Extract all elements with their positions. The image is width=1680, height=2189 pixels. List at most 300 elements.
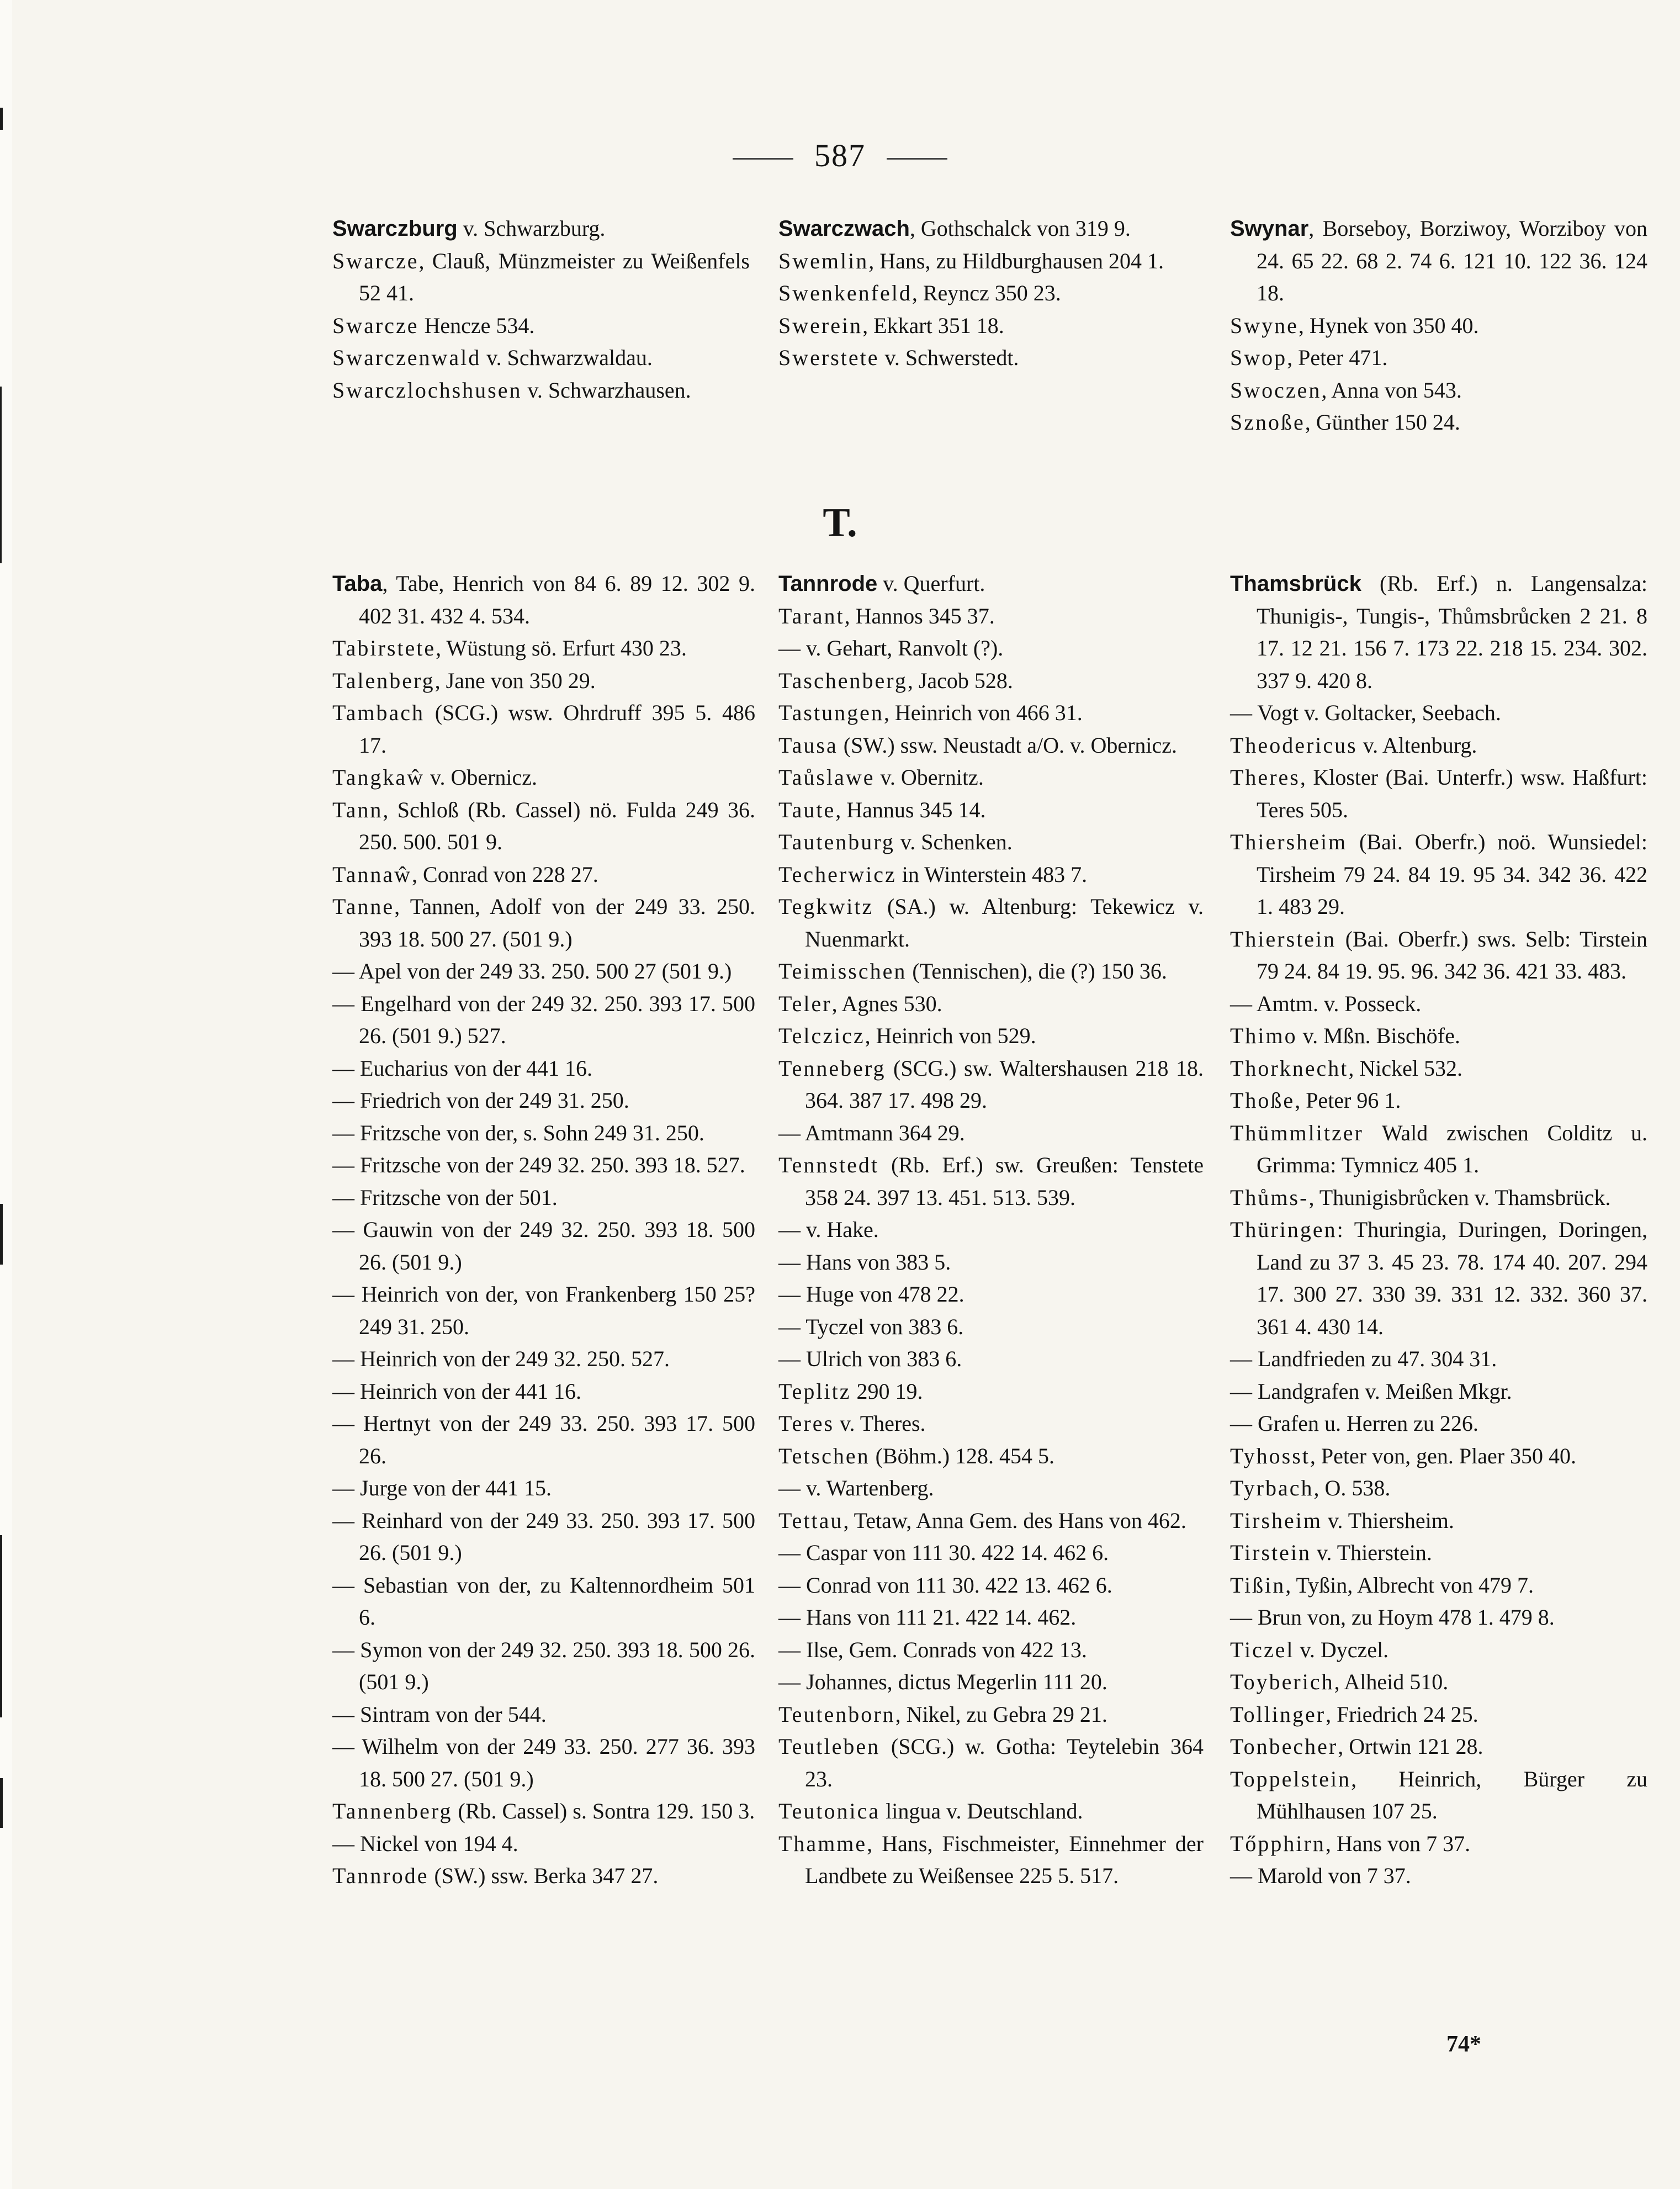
index-entry [1230, 1182, 1647, 1214]
entry-headword: Theodericus [1230, 732, 1358, 758]
entry-headword: Swarcze [332, 248, 419, 273]
entry-text: (Bai. Oberfr.) sws. Selb: Tirstein 79 24. 84 19. 95. 96. 342 36. 421 33. 483. [1257, 926, 1647, 984]
entry-text: — Heinrich von der, von Frankenberg 150 25? 249 31. 250. [332, 1282, 755, 1339]
entry-text: — Gauwin von der 249 32. 250. 393 18. 500 26. (501 9.) [332, 1217, 755, 1275]
entry-text: Wald zwischen Colditz u. Grimma: Tymnicz 405 1. [1257, 1120, 1647, 1177]
entry-text: (SCG.) sw. Waltershausen 218 18. 364. 387 17. 498 29. [805, 1055, 1204, 1113]
index-entry [778, 1505, 1204, 1537]
index-entry [1230, 988, 1647, 1021]
entry-headword: Thimo [1230, 1023, 1297, 1048]
entry-headword: Tanne [332, 894, 395, 919]
index-entry [778, 1376, 1204, 1408]
entry-headword: Tannenberg [332, 1799, 453, 1823]
entry-headword: Thorknecht [1230, 1055, 1349, 1081]
index-entry [1230, 1601, 1647, 1634]
entry-text: : Thuringia, Duringen, Doringen, Land zu 37 3. 45 23. 78. 174 40. 207. 294 17. 300 27. 330 39. 331 12. 332. 360 37. 361 4. 430 14. [1257, 1217, 1647, 1339]
entry-headword: Thüringen [1230, 1217, 1337, 1242]
main-column-2 [778, 568, 1204, 1892]
entry-headword: Ticzel [1230, 1637, 1295, 1662]
entry-headword: Thamme [778, 1831, 867, 1856]
entry-text: — Tyczel von 383 6. [778, 1314, 964, 1339]
index-entry [332, 1569, 755, 1634]
entry-headword: Swenkenfeld [778, 281, 912, 305]
entry-headword: Swynar [1230, 216, 1309, 241]
index-entry [778, 1117, 1204, 1150]
entry-text: , Heinrich von 466 31. [883, 700, 1083, 725]
index-entry [778, 1731, 1204, 1795]
entry-text: lingua v. Deutschland. [880, 1799, 1083, 1823]
entry-text: v. Schenken. [894, 829, 1013, 854]
entry-headword: Tarant [778, 603, 845, 628]
entry-text: v. Theres. [834, 1411, 926, 1436]
entry-headword: Swoczen [1230, 377, 1322, 403]
index-entry [778, 1408, 1204, 1440]
entry-headword: Taba [332, 572, 383, 596]
entry-text: , Heinrich von 529. [865, 1023, 1036, 1048]
entry-text: v. Altenburg. [1357, 732, 1477, 758]
entry-headword: Taschenberg [778, 668, 908, 693]
entry-headword: Tausa [778, 732, 838, 758]
entry-headword: Toyberich [1230, 1669, 1334, 1694]
entry-text: (SCG.) wsw. Ohrdruff 395 5. 486 17. [359, 700, 755, 758]
entry-headword: Tyhosst [1230, 1443, 1310, 1468]
index-entry [332, 859, 755, 891]
entry-text: , Hannos 345 37. [844, 603, 995, 628]
entry-text: (Rb. Cassel) s. Sontra 129. 150 3. [452, 1799, 755, 1823]
index-entry [1230, 1666, 1647, 1699]
entry-text: , Agnes 530. [831, 991, 942, 1016]
entry-headword: Swyne [1230, 313, 1299, 338]
entry-headword: Theres [1230, 765, 1300, 790]
entry-text: , Nickel 532. [1348, 1055, 1462, 1081]
entry-headword: Tautenburg [778, 829, 895, 854]
index-entry [778, 826, 1204, 859]
entry-text: , Friedrich 24 25. [1326, 1701, 1478, 1727]
entry-text: in Winterstein 483 7. [896, 861, 1088, 887]
entry-text: v. Obernitz. [875, 765, 984, 790]
index-entry [1230, 1085, 1647, 1117]
entry-text: — Nickel von 194 4. [332, 1831, 518, 1856]
entry-headword: Teutonica [778, 1799, 881, 1823]
entry-text: , Reyncz 350 23. [911, 281, 1061, 305]
entry-text: v. Obernicz. [425, 765, 538, 790]
entry-text: v. Schwerstedt. [879, 345, 1019, 370]
index-entry [778, 213, 1196, 245]
entry-text: , Thunigisbrůcken v. Thamsbrück. [1308, 1185, 1611, 1210]
index-entry [778, 1569, 1204, 1602]
entry-text: , Anna von 543. [1321, 377, 1462, 403]
entry-headword: Tirstein [1230, 1540, 1312, 1565]
index-entry [332, 1731, 755, 1795]
entry-headword: Teler [778, 991, 832, 1016]
index-entry [1230, 1408, 1647, 1440]
index-entry [778, 1601, 1204, 1634]
index-entry [778, 600, 1204, 633]
index-entry [332, 568, 755, 632]
index-entry [778, 1666, 1204, 1699]
entry-headword: Taute [778, 797, 836, 822]
index-entry [778, 1537, 1204, 1569]
entry-headword: Techerwicz [778, 861, 897, 887]
index-entry [1230, 1214, 1647, 1343]
index-entry [1230, 923, 1647, 988]
entry-text: v. Schwarzburg. [457, 216, 606, 241]
entry-headword: Tennstedt [778, 1152, 879, 1177]
index-entry [778, 245, 1196, 278]
entry-headword: Sznoße [1230, 410, 1305, 435]
index-entry [778, 310, 1196, 342]
entry-text: — v. Gehart, Ranvolt (?). [778, 636, 1004, 660]
index-entry [332, 1278, 755, 1343]
entry-headword: Teutenborn [778, 1701, 895, 1727]
entry-headword: Tannaŵ [332, 861, 412, 887]
index-entry [332, 1699, 755, 1731]
index-entry [1230, 697, 1647, 729]
entry-text: — Hertnyt von der 249 33. 250. 393 17. 500 26. [332, 1411, 755, 1468]
entry-text: — Ulrich von 383 6. [778, 1346, 962, 1371]
index-entry [332, 632, 755, 665]
entry-text: , Peter 471. [1287, 345, 1388, 370]
page-number: 587 [814, 138, 866, 173]
entry-headword: Tannrode [778, 572, 878, 596]
index-entry [778, 891, 1204, 955]
index-entry [332, 1472, 755, 1505]
index-entry [1230, 1828, 1647, 1860]
index-entry [1230, 1731, 1647, 1763]
entry-headword: Tollinger [1230, 1701, 1326, 1727]
entry-text: , Hynek von 350 40. [1298, 313, 1479, 338]
entry-headword: Tyrbach [1230, 1476, 1314, 1500]
index-entry [332, 1860, 755, 1892]
index-entry [1230, 1440, 1647, 1473]
index-entry [332, 1408, 755, 1472]
entry-text: — Fritzsche von der 249 32. 250. 393 18. 527. [332, 1152, 745, 1177]
index-entry [332, 1182, 755, 1214]
entry-text: , Hans, zu Hildburghausen 204 1. [868, 248, 1164, 273]
index-entry [1230, 1020, 1647, 1053]
index-entry [332, 1828, 755, 1860]
entry-text: , Gothschalck von 319 9. [909, 216, 1131, 241]
entry-text: , Kloster (Bai. Unterfr.) wsw. Haßfurt: Teres 505. [1257, 765, 1647, 822]
entry-headword: Tabirstete [332, 636, 436, 660]
index-entry [1230, 1860, 1647, 1892]
entry-text: (Rb. Erf.) sw. Greußen: Tenstete 358 24. 397 13. 451. 513. 539. [805, 1152, 1204, 1210]
index-entry [332, 1634, 755, 1699]
index-entry [1230, 1505, 1647, 1537]
entry-headword: Thierstein [1230, 926, 1337, 951]
entry-text: (SW.) ssw. Berka 347 27. [428, 1863, 659, 1888]
entry-headword: Teplitz [778, 1378, 851, 1404]
entry-text: , Tabe, Henrich von 84 6. 89 12. 302 9. 402 31. 432 4. 534. [359, 571, 755, 628]
index-entry [332, 1505, 755, 1569]
entry-text: — Huge von 478 22. [778, 1282, 964, 1307]
entry-text: — Heinrich von der 441 16. [332, 1378, 582, 1404]
index-entry [332, 245, 750, 310]
index-entry [778, 1699, 1204, 1731]
entry-text: (SW.) ssw. Neustadt a/O. v. Obernicz. [838, 732, 1178, 758]
entry-text: — Amtm. v. Posseck. [1230, 991, 1422, 1016]
index-entry [778, 762, 1204, 794]
entry-headword: Toppelstein [1230, 1766, 1352, 1791]
entry-text: — Vogt v. Goltacker, Seebach. [1230, 700, 1501, 725]
entry-text: — Apel von der 249 33. 250. 500 27 (501 9.) [332, 959, 732, 984]
index-entry [1230, 406, 1647, 439]
entry-text: v. Thiersheim. [1322, 1508, 1454, 1533]
entry-text: — Friedrich von der 249 31. 250. [332, 1088, 629, 1113]
index-entry [332, 1795, 755, 1828]
entry-text: (Rb. Erf.) n. Langensalza: Thunigis-, Tungis-, Thůmsbrůcken 2 21. 8 17. 12 21. 156 7. 173 22. 218 15. 234. 302. 337 9. 420 8. [1257, 571, 1647, 693]
entry-text: , Alheid 510. [1334, 1669, 1449, 1694]
entry-text: — Fritzsche von der 501. [332, 1185, 558, 1210]
entry-text: , Conrad von 228 27. [412, 861, 598, 887]
index-entry [1230, 1472, 1647, 1505]
index-entry [1230, 213, 1647, 310]
entry-text: , Schloß (Rb. Cassel) nö. Fulda 249 36. 250. 500. 501 9. [359, 797, 755, 854]
entry-headword: Swemlin [778, 248, 869, 273]
entry-headword: Teutleben [778, 1734, 881, 1759]
index-entry [1230, 310, 1647, 342]
entry-headword: Swarcze [332, 313, 419, 338]
index-entry [1230, 729, 1647, 762]
entry-text: — Marold von 7 37. [1230, 1863, 1411, 1888]
entry-text: Hencze 534. [418, 313, 535, 338]
main-column-1 [332, 568, 755, 1892]
index-entry [778, 568, 1204, 600]
entry-text: — Amtmann 364 29. [778, 1120, 965, 1145]
index-entry [332, 1149, 755, 1182]
entry-headword: Swerein [778, 313, 863, 338]
entry-text: — Landgrafen v. Meißen Mkgr. [1230, 1378, 1512, 1404]
index-entry [778, 1246, 1204, 1279]
index-entry [778, 1020, 1204, 1053]
entry-text: — Brun von, zu Hoym 478 1. 479 8. [1230, 1605, 1555, 1630]
entry-text: (Bai. Oberfr.) noö. Wunsiedel: Tirsheim 79 24. 84 19. 95 34. 342 36. 422 1. 483 29. [1257, 829, 1647, 919]
entry-text: — Ilse, Gem. Conrads von 422 13. [778, 1637, 1087, 1662]
index-entry [778, 859, 1204, 891]
entry-text: 290 19. [851, 1378, 923, 1404]
entry-text: — v. Wartenberg. [778, 1476, 934, 1500]
entry-headword: Swarczburg [332, 216, 458, 241]
entry-text: , Jacob 528. [907, 668, 1013, 693]
index-entry [778, 1343, 1204, 1376]
index-entry [778, 1440, 1204, 1473]
index-entry [778, 1053, 1204, 1117]
entry-headword: Tőpphirn [1230, 1831, 1326, 1856]
entry-text: — Caspar von 111 30. 422 14. 462 6. [778, 1540, 1109, 1565]
entry-headword: Teimisschen [778, 959, 907, 984]
index-entry [332, 794, 755, 859]
index-entry [332, 1053, 755, 1085]
entry-text: , Hans von 7 37. [1325, 1831, 1471, 1856]
entry-text: , Borseboy, Borziwoy, Worziboy von 24. 65 22. 68 2. 74 6. 121 10. 122 36. 124 18. [1257, 216, 1647, 305]
index-entry [332, 988, 755, 1053]
rule-left [733, 158, 793, 160]
section-letter: T. [823, 500, 857, 546]
signature-mark: 74* [1446, 2032, 1481, 2057]
page-left-edge [0, 0, 12, 2189]
index-entry [1230, 342, 1647, 374]
index-entry [332, 1376, 755, 1408]
entry-text: — Fritzsche von der, s. Sohn 249 31. 250. [332, 1120, 704, 1145]
index-entry [1230, 1537, 1647, 1569]
index-entry [332, 665, 755, 697]
entry-text: — Engelhard von der 249 32. 250. 393 17. 500 26. (501 9.) 527. [332, 991, 755, 1048]
index-entry [778, 729, 1204, 762]
index-entry [1230, 374, 1647, 407]
entry-text: , Heinrich, Bürger zu Mühlhausen 107 25. [1257, 1766, 1647, 1823]
entry-text: v. Schwarzhausen. [522, 377, 691, 403]
index-entry [332, 891, 755, 955]
entry-headword: Tetschen [778, 1443, 870, 1468]
index-entry [1230, 1569, 1647, 1602]
index-entry [332, 762, 755, 794]
entry-headword: Swarczlochshusen [332, 377, 522, 403]
entry-text: — Jurge von der 441 15. [332, 1476, 552, 1500]
entry-text: v. Dyczel. [1294, 1637, 1389, 1662]
index-entry [778, 632, 1204, 665]
index-entry [1230, 762, 1647, 826]
entry-text: — Heinrich von der 249 32. 250. 527. [332, 1346, 670, 1371]
entry-text: , Peter 96 1. [1295, 1088, 1401, 1113]
entry-text: , Hannus 345 14. [835, 797, 986, 822]
index-entry [1230, 1634, 1647, 1667]
index-entry [778, 1149, 1204, 1214]
entry-headword: Tirsheim [1230, 1508, 1323, 1533]
index-entry [332, 1085, 755, 1117]
entry-text: , Ekkart 351 18. [862, 313, 1004, 338]
page-number-line [0, 137, 1680, 174]
index-entry [778, 955, 1204, 988]
entry-headword: Thamsbrück [1230, 572, 1361, 596]
entry-text: (Böhm.) 128. 454 5. [870, 1443, 1055, 1468]
entry-headword: Tangkaŵ [332, 765, 425, 790]
index-entry [778, 794, 1204, 827]
entry-text: , Günther 150 24. [1305, 410, 1460, 435]
entry-headword: Swop [1230, 345, 1287, 370]
index-entry [332, 955, 755, 988]
entry-text: — Sebastian von der, zu Kaltennordheim 501 6. [332, 1572, 755, 1630]
index-entry [778, 1634, 1204, 1667]
entry-headword: Telczicz [778, 1023, 865, 1048]
entry-text: v. Mßn. Bischöfe. [1297, 1023, 1460, 1048]
entry-text: , Wüstung sö. Erfurt 430 23. [436, 636, 687, 660]
entry-headword: Swarczwach [778, 216, 910, 241]
index-entry [332, 310, 750, 342]
index-entry [332, 1214, 755, 1278]
index-entry [1230, 1699, 1647, 1731]
entry-headword: Tann [332, 797, 383, 822]
entry-text: , O. 538. [1313, 1476, 1391, 1500]
entry-text: (SA.) w. Altenburg: Tekewicz v. Nuenmarkt. [805, 894, 1204, 951]
entry-text: — Johannes, dictus Megerlin 111 20. [778, 1669, 1107, 1694]
entry-text: , Nikel, zu Gebra 29 21. [895, 1701, 1107, 1727]
index-entry [332, 213, 750, 245]
index-entry [1230, 826, 1647, 923]
entry-headword: Tettau [778, 1508, 844, 1533]
index-entry [778, 1311, 1204, 1344]
index-entry [778, 1828, 1204, 1892]
index-entry [778, 277, 1196, 310]
entry-headword: Tißin [1230, 1572, 1286, 1598]
entry-text: — Reinhard von der 249 33. 250. 393 17. 500 26. (501 9.) [332, 1508, 755, 1565]
entry-headword: Thůms- [1230, 1185, 1309, 1210]
index-entry [332, 697, 755, 762]
entry-headword: Tambach [332, 700, 425, 725]
index-entry [778, 1278, 1204, 1311]
entry-text: v. Schwarzwaldau. [481, 345, 653, 370]
top-column-3 [1230, 213, 1647, 439]
index-entry [332, 1343, 755, 1376]
index-entry [778, 988, 1204, 1021]
entry-headword: Taůslawe [778, 765, 875, 790]
index-entry [332, 342, 750, 374]
entry-headword: Thoße [1230, 1088, 1295, 1113]
entry-text: , Jane von 350 29. [434, 668, 596, 693]
entry-headword: Swerstete [778, 345, 879, 370]
entry-text: (Tennischen), die (?) 150 36. [907, 959, 1167, 984]
entry-text: , Tyßin, Albrecht von 479 7. [1285, 1572, 1534, 1598]
entry-text: , Peter von, gen. Plaer 350 40. [1310, 1443, 1577, 1468]
entry-text: — Wilhelm von der 249 33. 250. 277 36. 393 18. 500 27. (501 9.) [332, 1734, 755, 1791]
entry-text: , Clauß, Münzmeister zu Weißenfels 52 41. [359, 248, 750, 305]
entry-text: — Sintram von der 544. [332, 1701, 547, 1727]
entry-text: — Eucharius von der 441 16. [332, 1055, 593, 1081]
index-entry [1230, 1117, 1647, 1182]
entry-text: v. Thierstein. [1311, 1540, 1432, 1565]
main-column-3 [1230, 568, 1647, 1892]
index-entry [1230, 1763, 1647, 1828]
top-column-1 [332, 213, 750, 406]
entry-text: — Symon von der 249 32. 250. 393 18. 500 26. (501 9.) [332, 1637, 755, 1694]
index-entry [778, 697, 1204, 729]
entry-headword: Talenberg [332, 668, 435, 693]
index-entry [1230, 1343, 1647, 1376]
entry-text: (SCG.) w. Gotha: Teytelebin 364 23. [805, 1734, 1204, 1791]
index-entry [778, 1214, 1204, 1246]
index-entry [1230, 1053, 1647, 1085]
entry-text: — Conrad von 111 30. 422 13. 462 6. [778, 1572, 1112, 1598]
entry-headword: Tannrode [332, 1863, 429, 1888]
entry-text: — v. Hake. [778, 1217, 879, 1242]
entry-text: , Hans, Fischmeister, Einnehmer der Landbete zu Weißensee 225 5. 517. [805, 1831, 1204, 1888]
index-entry [778, 665, 1204, 697]
top-column-2 [778, 213, 1196, 374]
entry-headword: Tonbecher [1230, 1734, 1338, 1759]
index-entry [778, 1472, 1204, 1505]
entry-text: — Landfrieden zu 47. 304 31. [1230, 1346, 1497, 1371]
entry-text: — Hans von 383 5. [778, 1249, 951, 1275]
entry-text: , Tetaw, Anna Gem. des Hans von 462. [843, 1508, 1186, 1533]
entry-headword: Tastungen [778, 700, 884, 725]
entry-headword: Tenneberg [778, 1055, 886, 1081]
entry-headword: Thiersheim [1230, 829, 1348, 854]
entry-text: , Ortwin 121 28. [1338, 1734, 1483, 1759]
entry-headword: Swarczenwald [332, 345, 481, 370]
entry-text: v. Querfurt. [877, 571, 985, 596]
entry-text: — Grafen u. Herren zu 226. [1230, 1411, 1478, 1436]
index-entry [332, 374, 750, 407]
entry-headword: Tegkwitz [778, 894, 874, 919]
entry-headword: Teres [778, 1411, 835, 1436]
entry-text: , Tannen, Adolf von der 249 33. 250. 393 18. 500 27. (501 9.) [359, 894, 755, 951]
index-entry [1230, 568, 1647, 697]
rule-right [887, 158, 947, 160]
index-entry [778, 1795, 1204, 1828]
index-entry [778, 342, 1196, 374]
entry-text: — Hans von 111 21. 422 14. 462. [778, 1605, 1077, 1630]
index-entry [1230, 1376, 1647, 1408]
entry-headword: Thümmlitzer [1230, 1120, 1364, 1145]
